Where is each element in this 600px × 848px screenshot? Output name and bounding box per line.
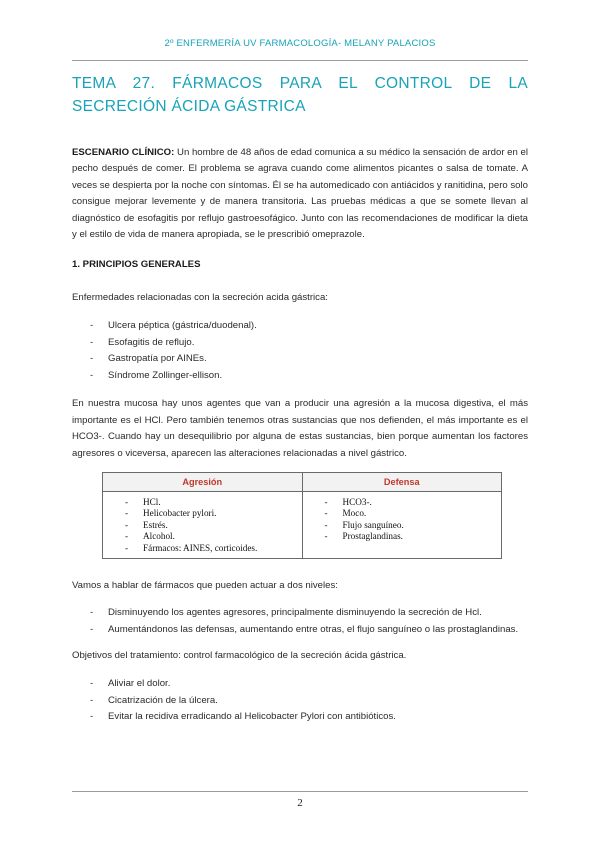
aggression-list: [103, 497, 302, 554]
list-item: [103, 531, 302, 542]
list-dash: -: [90, 607, 94, 619]
levels-intro: Vamos a hablar de fármacos que pueden actuar a dos niveles:: [72, 580, 338, 592]
list-item-text: Evitar la recidiva erradicando al Helicobacter Pylori con antibióticos.: [108, 711, 396, 723]
list-item-text: Flujo sanguíneo.: [342, 519, 404, 530]
table-row: [103, 492, 502, 559]
list-item: [72, 622, 528, 639]
page-content: [72, 72, 528, 726]
list-item-text: Helicobacter pylori.: [143, 508, 217, 519]
page-header: 2º ENFERMERÍA UV FARMACOLOGÍA- MELANY PALACIOS: [164, 38, 436, 49]
aggression-column-header: Agresión: [103, 473, 303, 492]
list-item-text: HCl.: [143, 497, 161, 508]
list-dash: -: [90, 678, 94, 690]
list-dash: -: [125, 542, 129, 553]
list-item: [72, 605, 528, 622]
aggression-cell: [103, 492, 303, 559]
list-item-text: Aliviar el dolor.: [108, 678, 171, 690]
list-dash: -: [90, 336, 94, 348]
list-dash: -: [125, 508, 129, 519]
list-item: [72, 368, 528, 385]
aggression-defense-table: [102, 472, 502, 559]
diseases-list: [72, 318, 528, 384]
list-dash: -: [90, 353, 94, 365]
clinical-scenario-text: Un hombre de 48 años de edad comunica a su médico la sensación de ardor en el pecho después de comer. El problema se agrava cuando come alimentos picantes o salsa de tomate. A veces se despierta por la noche con síntomas. Él se ha automedicado con antiácidos y ranitidina, pero solo consigue mejorar levemente y de manera transitoria. Las pruebas médicas a que se somete llevan al diagnóstico de esofagitis por reflujo gastroesofágico. Junto con las recomendaciones de modificar la dieta y el estilo de vida de manera apropiada, se le prescribió omeprazole.: [72, 147, 528, 241]
list-item-text: Ulcera péptica (gástrica/duodenal).: [108, 320, 257, 332]
list-dash: -: [125, 519, 129, 530]
page-number: 2: [297, 797, 303, 809]
document-title: TEMA 27. FÁRMACOS PARA EL CONTROL DE LA SECRECIÓN ÁCIDA GÁSTRICA: [72, 75, 528, 115]
list-item: [103, 497, 302, 508]
list-dash: -: [125, 497, 129, 508]
list-dash: -: [324, 531, 328, 542]
list-item: [72, 676, 528, 693]
list-item: [72, 351, 528, 368]
list-item-text: Síndrome Zollinger-ellison.: [108, 369, 223, 381]
list-item: [303, 520, 502, 531]
list-item-text: Alcohol.: [143, 531, 175, 542]
list-item: [103, 543, 302, 554]
table-header-row: [103, 473, 502, 492]
list-dash: -: [324, 497, 328, 508]
footer-divider: [72, 791, 528, 792]
objectives-list: [72, 676, 528, 726]
list-item-text: Cicatrización de la úlcera.: [108, 694, 218, 706]
list-item: [72, 709, 528, 726]
list-item: [103, 508, 302, 519]
list-dash: -: [324, 519, 328, 530]
objectives-intro: Objetivos del tratamiento: control farmacológico de la secreción ácida gástrica.: [72, 650, 407, 662]
list-item: [303, 531, 502, 542]
section-heading-principios: 1. PRINCIPIOS GENERALES: [72, 259, 201, 271]
list-item-text: HCO3-.: [342, 497, 372, 508]
defense-column-header: Defensa: [302, 473, 502, 492]
list-dash: -: [90, 369, 94, 381]
list-item: [303, 497, 502, 508]
levels-list: [72, 605, 528, 638]
list-item-text: Moco.: [342, 508, 367, 519]
list-dash: -: [90, 623, 94, 635]
list-item: [72, 335, 528, 352]
clinical-scenario-label: ESCENARIO CLÍNICO:: [72, 147, 175, 158]
list-item-text: Prostaglandinas.: [342, 531, 403, 542]
diseases-intro: Enfermedades relacionadas con la secreción acida gástrica:: [72, 292, 328, 304]
list-item-text: Fármacos: AINES, corticoides.: [143, 542, 258, 553]
defense-cell: [302, 492, 502, 559]
list-item: [103, 520, 302, 531]
list-item: [72, 318, 528, 335]
list-dash: -: [324, 508, 328, 519]
list-item-text: Disminuyendo los agentes agresores, principalmente disminuyendo la secreción de Hcl.: [108, 607, 482, 619]
list-dash: -: [90, 320, 94, 332]
clinical-scenario-paragraph: [72, 145, 528, 243]
list-item-text: Gastropatía por AINEs.: [108, 353, 207, 365]
list-item-text: Aumentándonos las defensas, aumentando entre otras, el flujo sanguíneo o las prostaglandinas.: [108, 623, 519, 635]
list-item: [72, 693, 528, 710]
header-divider: [72, 60, 528, 61]
defense-list: [303, 497, 502, 543]
list-dash: -: [90, 711, 94, 723]
mucosa-paragraph: En nuestra mucosa hay unos agentes que van a producir una agresión a la mucosa digestiva, el más importante es el HCl. Pero también tenemos otras sustancias que nos defienden, el más importante es el HCO3-. Cuando hay un desequilibrio por alguna de estas sustancias, bien porque aumentan los factores agresores o viceversa, aparecen las alteraciones relacionadas a nivel gástrico.: [72, 398, 528, 459]
list-dash: -: [90, 694, 94, 706]
list-item-text: Estrés.: [143, 519, 168, 530]
list-dash: -: [125, 531, 129, 542]
list-item-text: Esofagitis de reflujo.: [108, 336, 195, 348]
list-item: [303, 508, 502, 519]
